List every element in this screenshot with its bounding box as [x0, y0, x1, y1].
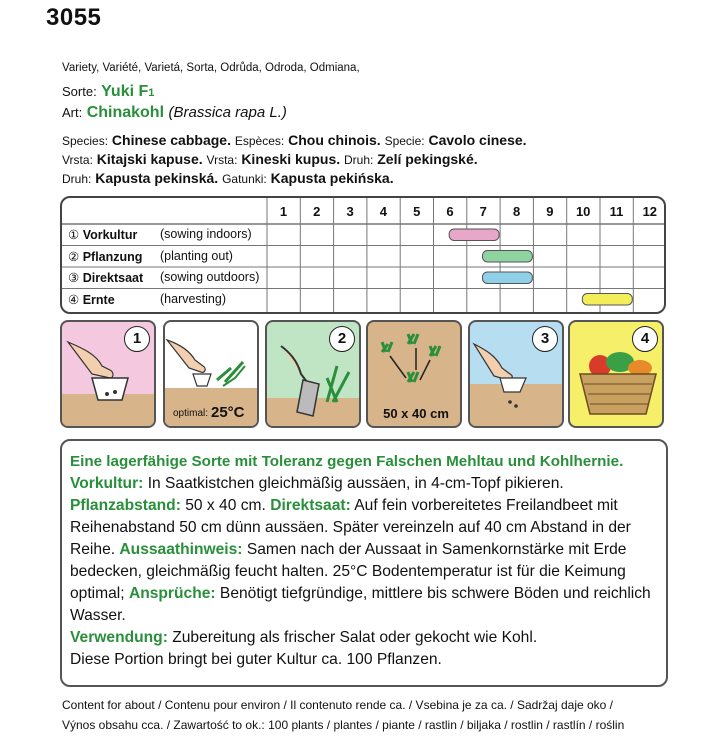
- cultivation-instructions: [60, 439, 668, 687]
- optimal-label: optimal:: [173, 408, 209, 419]
- period-bar: [582, 294, 632, 306]
- variety-line: [62, 83, 154, 101]
- pflanzabstand-text: 50 x 40 cm.: [180, 497, 271, 514]
- row-name: Pflanzung: [82, 249, 143, 264]
- variety-line-label: Sorte:: [62, 84, 97, 99]
- content-line-1: Content for about / Contenu pour environ / Il contenuto rende ca. / Vsebina je za ca. / Sadržaj daje oko /: [62, 698, 614, 712]
- pflanzabstand-label: Pflanzabstand:: [70, 497, 181, 514]
- direktsaat-text: Auf fein vorbereitetes Freilandbeet mit Reihenabstand 50 cm dünn aussäen. Später vereinzeln auf 40 cm Abstand in der Reihe.: [70, 497, 631, 558]
- period-bar: [482, 251, 532, 263]
- latin-name: (Brassica rapa L.): [168, 104, 287, 121]
- ansprueche-label: Ansprüche:: [128, 585, 216, 602]
- vorkultur-text: In Saatkistchen gleichmäßig aussäen, in 4-cm-Topf pikieren.: [143, 475, 564, 492]
- month-label: 6: [446, 204, 454, 219]
- step-badge-4: 4: [632, 326, 658, 352]
- verwendung-label: Verwendung:: [70, 629, 168, 646]
- row-number: ③: [68, 271, 83, 285]
- month-label: 10: [575, 204, 591, 219]
- aussaat-label: Aussaathinweis:: [119, 541, 243, 558]
- picture-planting-out: [265, 320, 361, 428]
- species-label: Gatunki:: [222, 172, 267, 186]
- picture-sowing-indoors: [60, 320, 156, 428]
- month-label: 5: [413, 204, 421, 219]
- variety-subscript: 1: [148, 87, 155, 99]
- verwendung-text: Zubereitung als frischer Salat oder gekocht wie Kohl.: [167, 629, 538, 646]
- species-value: Kitajski kapuse.: [96, 151, 203, 167]
- ansprueche-text: Benötigt tiefgründige, mittlere bis schwere Böden und reichlich Wasser.: [70, 585, 651, 624]
- product-code: 3055: [46, 4, 102, 31]
- sowing-calendar: [60, 196, 666, 314]
- species-value: Kineski kupus.: [241, 151, 341, 167]
- row-name: Direktsaat: [82, 271, 144, 285]
- species-value: Zelí pekingské.: [377, 151, 478, 167]
- species-value: Cavolo cinese.: [428, 132, 527, 148]
- vorkultur-label: Vorkultur:: [70, 475, 144, 492]
- species-row-2: [62, 151, 478, 167]
- species-value: Chou chinois.: [288, 132, 381, 148]
- vorkultur-paragraph: [70, 473, 658, 495]
- spacing-label: 50 x 40 cm: [383, 406, 449, 421]
- calendar-row-label: [68, 227, 137, 242]
- month-label: 12: [642, 204, 658, 219]
- variety-name: Yuki F: [101, 83, 149, 100]
- row-english: (planting out): [160, 248, 233, 263]
- month-label: 7: [479, 204, 487, 219]
- picture-spacing: [366, 320, 462, 428]
- row-number: ④: [68, 292, 83, 307]
- species-value: Kapusta pekińska.: [270, 170, 394, 186]
- picture-pricking-out: [163, 320, 259, 428]
- species-row-3: [62, 170, 394, 186]
- variety-label: Variety, Variété, Varietá, Sorta, Odrůda, Odroda, Odmiana,: [62, 62, 360, 74]
- species-value: Chinese cabbage.: [111, 132, 231, 148]
- month-label: 4: [379, 204, 387, 219]
- species-label: Druh:: [344, 153, 374, 167]
- row-name: Vorkultur: [82, 228, 138, 242]
- period-bar: [449, 229, 499, 241]
- calendar-row-label: [68, 292, 115, 307]
- art-label: Art:: [62, 105, 83, 120]
- direktsaat-label: Direktsaat:: [270, 497, 351, 514]
- verwendung-paragraph: [70, 627, 658, 649]
- month-label: 1: [279, 204, 288, 219]
- month-label: 9: [546, 204, 554, 219]
- month-label: 8: [512, 204, 521, 219]
- main-paragraph: [70, 495, 658, 627]
- content-line-2: Výnos obsahu cca. / Zawartość to ok.: 100 plants / plantes / piante / rastlin / biljaka / rostlin / rastlín / roślin: [62, 718, 625, 732]
- calendar-row-label: [68, 249, 142, 264]
- row-english: (sowing outdoors): [160, 270, 260, 284]
- month-label: 2: [313, 204, 321, 219]
- aussaat-text: Samen nach der Aussaat in Samenkornstärke mit Erde bedecken, gleichmäßig feucht halten. 25°C Bodentemperatur ist für die Keimung optimal;: [70, 541, 627, 602]
- month-label: 3: [346, 204, 354, 219]
- step-badge-2: 2: [329, 326, 355, 352]
- row-english: (harvesting): [160, 291, 226, 306]
- species-label: Druh:: [62, 172, 92, 186]
- headline: Eine lagerfähige Sorte mit Toleranz gegen Falschen Mehltau und Kohlhernie.: [70, 453, 624, 470]
- art-name: Chinakohl: [86, 104, 165, 121]
- month-label: 11: [609, 204, 624, 219]
- calendar-row-label: [68, 270, 143, 285]
- germination-temperature: 25°C: [211, 404, 245, 421]
- row-name: Ernte: [82, 292, 115, 307]
- step-badge-1: 1: [124, 326, 150, 352]
- picture-harvest: [568, 320, 664, 428]
- step-badge-3: 3: [532, 326, 558, 352]
- species-row-1: [62, 132, 527, 148]
- portion-paragraph: Diese Portion bringt bei guter Kultur ca. 100 Pflanzen.: [70, 651, 442, 668]
- species-value: Kapusta pekinská.: [95, 170, 219, 186]
- species-label: Vrsta:: [206, 153, 238, 167]
- row-number: ②: [68, 249, 83, 264]
- species-label: Espèces:: [234, 134, 285, 148]
- species-line: [62, 104, 287, 122]
- row-number: ①: [68, 228, 83, 242]
- species-label: Species:: [62, 134, 109, 148]
- picture-sowing-outdoors: [468, 320, 564, 428]
- row-english: (sowing indoors): [160, 227, 252, 241]
- species-label: Specie:: [384, 134, 425, 148]
- species-label: Vrsta:: [62, 153, 93, 167]
- period-bar: [482, 272, 532, 284]
